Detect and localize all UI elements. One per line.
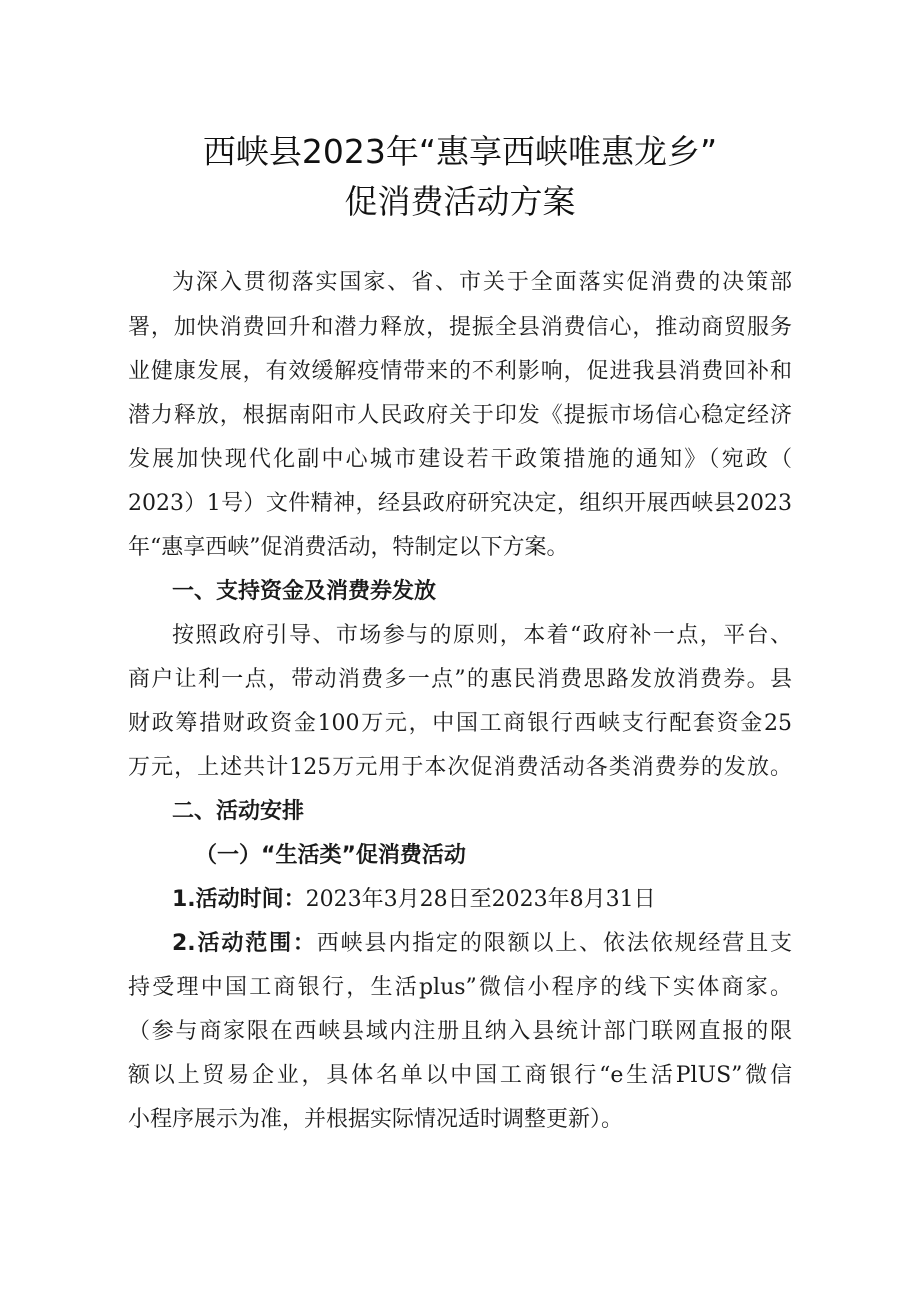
intro-line: 2023）1号）文件精神，经县政府研究决定，组织开展西峡县2023 [128, 491, 792, 516]
section-1-line: 商户让利一点，带动消费多一点”的惠民消费思路发放消费券。县 [128, 667, 792, 692]
item-activity-scope-line: 额以上贸易企业，具体名单以中国工商银行“e生活PlUS”微信 [128, 1063, 792, 1088]
item-activity-time [172, 885, 656, 915]
section-1-line: 按照政府引导、市场参与的原则，本着“政府补一点，平台、 [172, 623, 792, 648]
item-activity-time-text: 2023年3月28日至2023年8月31日 [305, 887, 656, 912]
intro-line: 业健康发展，有效缓解疫情带来的不利影响，促进我县消费回补和 [128, 359, 792, 384]
item-activity-scope [172, 929, 792, 959]
section-2-heading: 二、活动安排 [172, 799, 305, 824]
item-activity-time-label: 1.活动时间： [172, 887, 306, 912]
section-1-heading: 一、支持资金及消费券发放 [172, 579, 437, 604]
intro-line: 为深入贯彻落实国家、省、市关于全面落实促消费的决策部 [172, 270, 792, 295]
intro-line: 年“惠享西峡”促消费活动，特制定以下方案。 [128, 535, 569, 560]
item-activity-scope-text: 西峡县内指定的限额以上、依法依规经营且支 [316, 931, 792, 956]
intro-line: 发展加快现代化副中心城市建设若干政策措施的通知》（宛政（ [128, 447, 792, 472]
intro-line: 署，加快消费回升和潜力释放，提振全县消费信心，推动商贸服务 [128, 315, 792, 340]
item-activity-scope-line: 小程序展示为准，并根据实际情况适时调整更新）。 [128, 1107, 624, 1132]
item-activity-scope-line: 持受理中国工商银行，生活plus”微信小程序的线下实体商家。 [128, 975, 792, 1000]
item-activity-scope-line: （参与商家限在西峡县域内注册且纳入县统计部门联网直报的限 [128, 1019, 792, 1044]
document-title-line-1: 西峡县2023年“惠享西峡唯惠龙乡” [202, 132, 718, 171]
document-title-line-2: 促消费活动方案 [344, 182, 576, 221]
intro-line: 潜力释放，根据南阳市人民政府关于印发《提振市场信心稳定经济 [128, 403, 792, 428]
item-activity-scope-label: 2.活动范围： [172, 931, 317, 956]
section-1-line: 财政筹措财政资金100万元，中国工商银行西峡支行配套资金25 [128, 711, 792, 736]
section-1-line: 万元，上述共计125万元用于本次促消费活动各类消费券的发放。 [128, 755, 792, 780]
subsection-1-heading: （一）“生活类”促消费活动 [195, 843, 466, 868]
